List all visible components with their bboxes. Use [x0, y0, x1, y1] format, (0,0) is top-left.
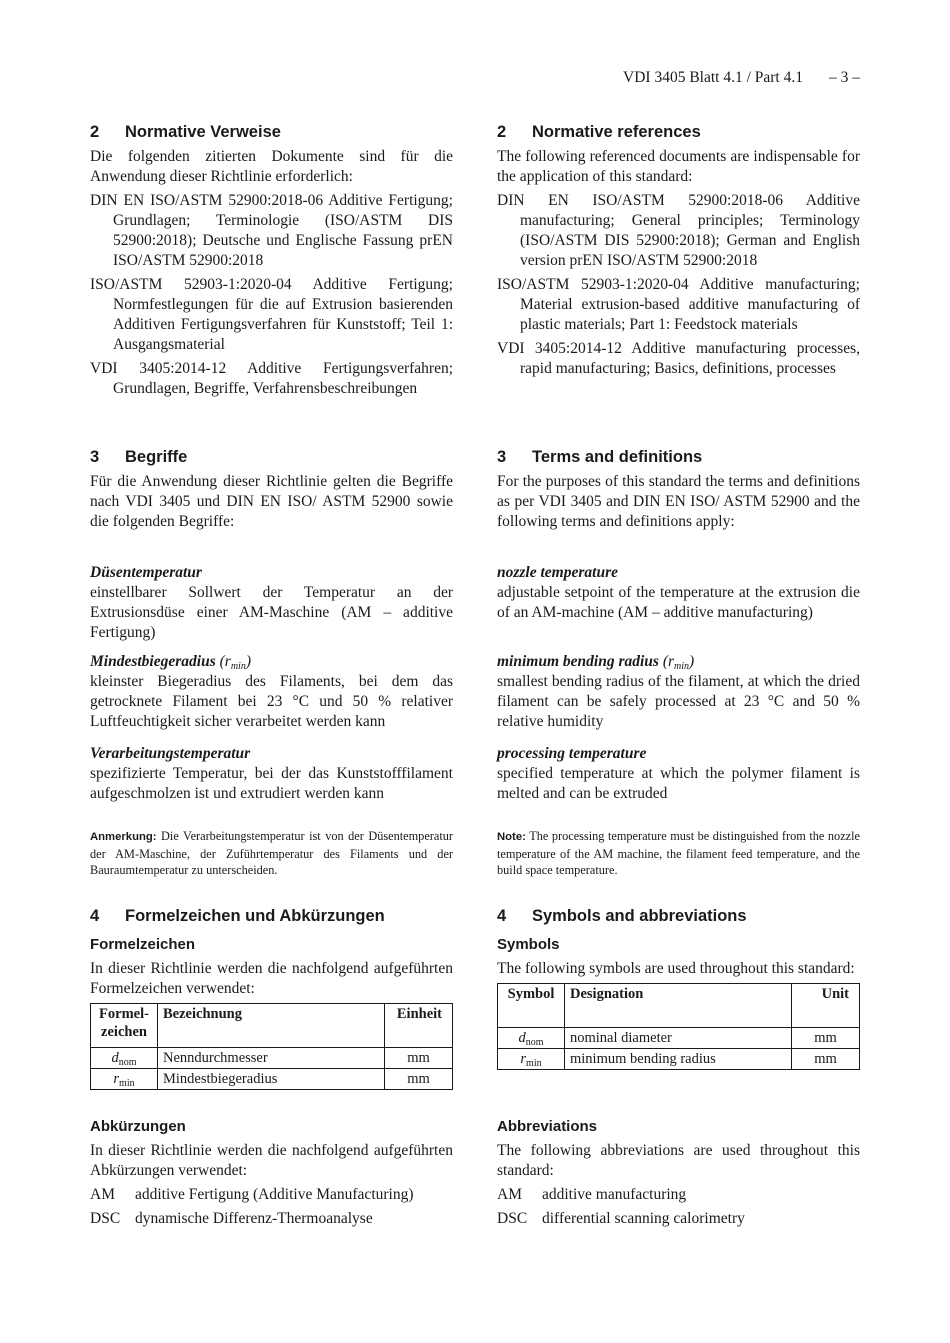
- table-row: $d_{nom}$ nominal diameter mm: [498, 1028, 860, 1049]
- term-title: Mindestbiegeradius $(r_{min})$: [90, 653, 251, 672]
- reference-item: DIN EN ISO/ASTM 52900:2018-06 Additive manufacturing; General principles; Terminology (ISO/ASTM DIS 52900:2018); German and English version prEN ISO/ASTM 52900:2018: [497, 192, 860, 269]
- reference-item: VDI 3405:2014-12 Additive Fertigungsverfahren; Grundlagen, Begriffe, Verfahrensbeschreibungen: [90, 360, 453, 397]
- subsection-intro: The following symbols are used throughout this standard:: [497, 960, 855, 977]
- note-label: Anmerkung:: [90, 831, 157, 843]
- section-heading: 4 Symbols and abbreviations: [497, 907, 747, 925]
- term-definition: adjustable setpoint of the temperature at the extrusion die of an AM-machine (AM – additive manufacturing): [497, 584, 860, 621]
- abbreviation-item: AM additive Fertigung (Additive Manufacturing): [90, 1186, 414, 1203]
- abbreviations-en: [497, 1117, 860, 1229]
- term-definition: smallest bending radius of the filament, at which the dried filament can be safely processed at 23 °C and 50 % relative humidity: [497, 673, 860, 730]
- term-definition: kleinster Biegeradius des Filaments, bei dem das getrocknete Filament bei 23 °C und 50 % relativer Luftfeuchtigkeit sicher verarbeitet werden kann: [90, 673, 453, 730]
- section-4-en: [497, 906, 860, 1070]
- section-heading: 2 Normative Verweise: [90, 123, 281, 141]
- term-entry: [90, 744, 453, 804]
- term-definition: spezifizierte Temperatur, bei der das Kunststofffilament aufgeschmolzen ist und extrudiert werden kann: [90, 765, 453, 802]
- section-intro: Für die Anwendung dieser Richtlinie gelten die Begriffe nach VDI 3405 und DIN EN ISO/ ASTM 52900 sowie die folgenden Begriffe:: [90, 473, 453, 530]
- term-entry: [497, 744, 860, 804]
- abbreviation-item: AM additive manufacturing: [497, 1186, 687, 1203]
- column-header: Bezeichnung: [158, 1004, 385, 1048]
- term-entry: [90, 652, 453, 732]
- term-entry: [90, 563, 453, 643]
- reference-item: VDI 3405:2014-12 Additive manufacturing processes, rapid manufacturing; Basics, definitions, processes: [497, 340, 860, 377]
- term-title: minimum bending radius $(r_{min})$: [497, 653, 695, 672]
- section-intro: For the purposes of this standard the terms and definitions as per VDI 3405 and DIN EN ISO/ ASTM 52900 and the following terms and definitions apply:: [497, 473, 860, 530]
- subsection-intro: In dieser Richtlinie werden die nachfolgend aufgeführten Formelzeichen verwendet:: [90, 960, 453, 997]
- reference-item: DIN EN ISO/ASTM 52900:2018-06 Additive Fertigung; Grundlagen; Terminologie (ISO/ASTM DIS 52900:2018); Deutsche und Englische Fassung prEN ISO/ASTM 52900:2018: [90, 192, 453, 269]
- term-title: nozzle temperature: [497, 564, 618, 581]
- section-4-de: [90, 906, 453, 1090]
- term-entry: [497, 652, 860, 732]
- abbreviation-item: DSC differential scanning calorimetry: [497, 1210, 745, 1227]
- note-text: The processing temperature must be distinguished from the nozzle temperature of the AM machine, the filament feed temperature, and the build space temperature.: [497, 829, 860, 877]
- term-title: Verarbeitungstemperatur: [90, 745, 251, 762]
- subsection-intro: The following abbreviations are used throughout this standard:: [497, 1142, 860, 1179]
- column-header: Designation: [565, 984, 792, 1028]
- section-2-de: [90, 122, 453, 399]
- symbols-table: [90, 1003, 453, 1090]
- section-heading: 4 Formelzeichen und Abkürzungen: [90, 907, 385, 925]
- section-heading: 3 Terms and definitions: [497, 448, 703, 466]
- document-id: VDI 3405 Blatt 4.1 / Part 4.1: [623, 69, 803, 86]
- column-header: Symbol: [498, 984, 565, 1028]
- reference-item: ISO/ASTM 52903-1:2020-04 Additive manufacturing; Material extrusion-based additive manufacturing of plastic materials; Part 1: Feedstock materials: [497, 276, 860, 333]
- page-number: – 3 –: [829, 69, 860, 86]
- section-2-en: [497, 122, 860, 379]
- term-definition: einstellbarer Sollwert der Temperatur an der Extrusionsdüse einer AM-Maschine (AM – additive Fertigung): [90, 584, 453, 641]
- column-header: Einheit: [385, 1004, 453, 1048]
- page-header: [90, 68, 860, 88]
- abbreviations-de: [90, 1117, 453, 1229]
- reference-item: ISO/ASTM 52903-1:2020-04 Additive Fertigung; Normfestlegungen für die auf Extrusion basierenden Additiven Fertigungsverfahren für Kunststoff; Teil 1: Ausgangsmaterial: [90, 276, 453, 353]
- table-row: $r_{min}$ Mindestbiegeradius mm: [91, 1069, 453, 1090]
- term-note: [90, 828, 453, 879]
- subsection-heading: Abkürzungen: [90, 1118, 186, 1135]
- term-definition: specified temperature at which the polymer filament is melted and can be extruded: [497, 765, 860, 802]
- table-row: $d_{nom}$ Nenndurchmesser mm: [91, 1048, 453, 1069]
- section-heading: 3 Begriffe: [90, 448, 188, 466]
- term-title: Düsentemperatur: [90, 564, 202, 581]
- column-header: Unit: [792, 984, 860, 1028]
- term-title: processing temperature: [497, 745, 647, 762]
- section-intro: Die folgenden zitierten Dokumente sind für die Anwendung dieser Richtlinie erforderlich:: [90, 148, 453, 185]
- column-header: Formel-zeichen: [91, 1004, 158, 1048]
- subsection-heading: Abbreviations: [497, 1118, 598, 1135]
- subsection-heading: Symbols: [497, 936, 560, 953]
- abbreviation-item: DSC dynamische Differenz-Thermoanalyse: [90, 1210, 373, 1227]
- table-row: $r_{min}$ minimum bending radius mm: [498, 1049, 860, 1070]
- term-note: [497, 828, 860, 879]
- note-label: Note:: [497, 831, 526, 843]
- subsection-heading: Formelzeichen: [90, 936, 196, 953]
- section-intro: The following referenced documents are indispensable for the application of this standard:: [497, 148, 860, 185]
- symbols-table: [497, 983, 860, 1070]
- subsection-intro: In dieser Richtlinie werden die nachfolgend aufgeführten Abkürzungen verwendet:: [90, 1142, 453, 1179]
- section-heading: 2 Normative references: [497, 123, 701, 141]
- term-entry: [497, 563, 860, 623]
- section-3-en: [497, 447, 860, 532]
- note-text: Die Verarbeitungstemperatur ist von der Düsentemperatur der AM-Maschine, der Zuführtemperatur des Filaments und der Bauraumtemperatur zu unterscheiden.: [90, 829, 454, 877]
- section-3-de: [90, 447, 453, 532]
